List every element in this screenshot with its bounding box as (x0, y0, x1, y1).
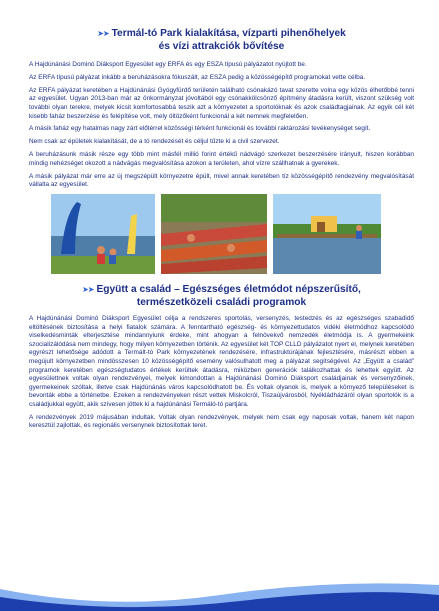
section1-body (29, 61, 414, 190)
section2-paragraph: A Hajdúnánási Dominó Diáksport Egyesület célja a rendszeres sportolás, versenyzés, testedzés és az egészséges szabadidő eltöltésének biztosítása a helyi fiatalok számára. A fenntartható egészség- és környezettudatos vidéki életmódhoz kapcsolódó viselkedésminták elterjesztése mindannyiunk érdeke, mint ahogyan a felnövekvő nemzedék életmódja is. A gyermekeink szocializálódása nem mindegy, hogy milyen környezetben történik. Az egyesület két TOP CLLD pályázatot nyert el, melynek keretében egyrészt lehetősége adódott a Termált-tó Park környezetének rendezésére, infrastruktúrájának fejlesztésére, másrészt ebben a megújult környezetben mindösszesen 10 közösségépítő esemény valósulhatott meg a pályázat segítségével. Az „Együtt a család” programok keretében egészségtudatos értékek kerültek átadásra, miközben generációk találkozhattak és lehettek együtt. Az egyesülettnek voltak olyan rendezvényei, melyek kimondottan a Hajdúnánási Dominó Diáksport családjainak és versenyzőinek, gyermekeinek szóltak, illetve csak Hajdúnánás város kapcsolódhatott be. És voltak olyanok is, melyek a környező településeket is bevonták ebbe a történetbe. Ezeken a rendezvényeken részt vettek Miskolcról, Tiszaújvárosból, Nyékládházáról olyan sportolók is a családjukkal együtt, akik szívesen jöttek ki a hajdúnánási Termáló-tó partjára. (29, 315, 414, 408)
section1-paragraph: Nem csak az épületek kialakítását, de a tó rendezését és céljul tűzte ki a civil szervezet. (29, 138, 280, 146)
section1-paragraph: A beruházásunk másik része egy több mint másfél millió forint értékű nádvágó szerkezet beszerzésére irányult, hiszen korábban mindig nehézséget okozott a nádvágás megvalósítása azokon a területen, ahol vízre szállhatnak a gyerekek. (29, 151, 414, 167)
section2-heading (29, 284, 414, 309)
section1-paragraph: A másik pályázat már erre az új megszépült környezetre épült, mivel annak keretében tíz közösségépítő rendezvény megvalósítását vállalta az egyesület. (29, 172, 414, 189)
section1-title-line1: Termál-tó Park kialakítása, vízparti pihenőhelyek (111, 28, 346, 39)
section2-title-line1: Együtt a család – Egészséges életmódot népszerűsítő, (96, 284, 361, 296)
double-chevron-right-icon: ➤➤ (97, 29, 109, 38)
footer-wave-decoration (0, 571, 439, 611)
section2-paragraph: A rendezvények 2019 májusában indultak. Voltak olyan rendezvények, melyek nem csak egy naposak voltak, hanem két napon keresztül zajlottak, és regionális versenynek biztosítottak teret. (29, 413, 414, 430)
section1-paragraph: A másik faház egy hatalmas nagy zárt előtérrel közösségi térként funkcionál és további raktározási tevékenységet segít. (29, 125, 371, 133)
section1-heading (29, 28, 414, 53)
section2-title-line2: természetközeli családi programok (136, 296, 307, 308)
photo-lakeside-event (51, 194, 155, 274)
photo-strip (29, 194, 414, 280)
section1-paragraph: Az ERFA típusú pályázat inkább a beruházásokra fókuszált, az ESZA pedig a közösségépítő programokat vette célba. (29, 73, 366, 81)
photo-kayaks (161, 194, 267, 274)
document-content (29, 28, 414, 437)
photo-boathouse (273, 194, 381, 274)
double-chevron-right-icon: ➤➤ (82, 285, 94, 295)
section1-title-line2: és vízi attrakciók bővítése (158, 40, 285, 52)
section1-paragraph: Az ERFA pályázat keretében a Hajdúnánási Gyógyfürdő területén található csónakázó tavat szerette volna egy közös élhetőbbé tenni az egyesület. Ugyan 2013-ban már az önkormányzat jóvoltából egy csónakkölcsönző építmény átadásra került, viszont szükség volt további olyan terekre, melyek kicsit komfortosabbá teszik azt a környezetet a sportolóknak és azok családtagjainak. Az egyik cél két kisebb faház beszerzése és felépítése volt, mely öltözőként funkcionál a két nemnek megfelelően. (29, 86, 414, 120)
section1-paragraph: A Hajdúnánási Dominó Diáksport Egyesület egy ERFA és egy ESZA típusú pályázatot nyújtott be. (29, 61, 307, 68)
section2-body (29, 315, 414, 431)
